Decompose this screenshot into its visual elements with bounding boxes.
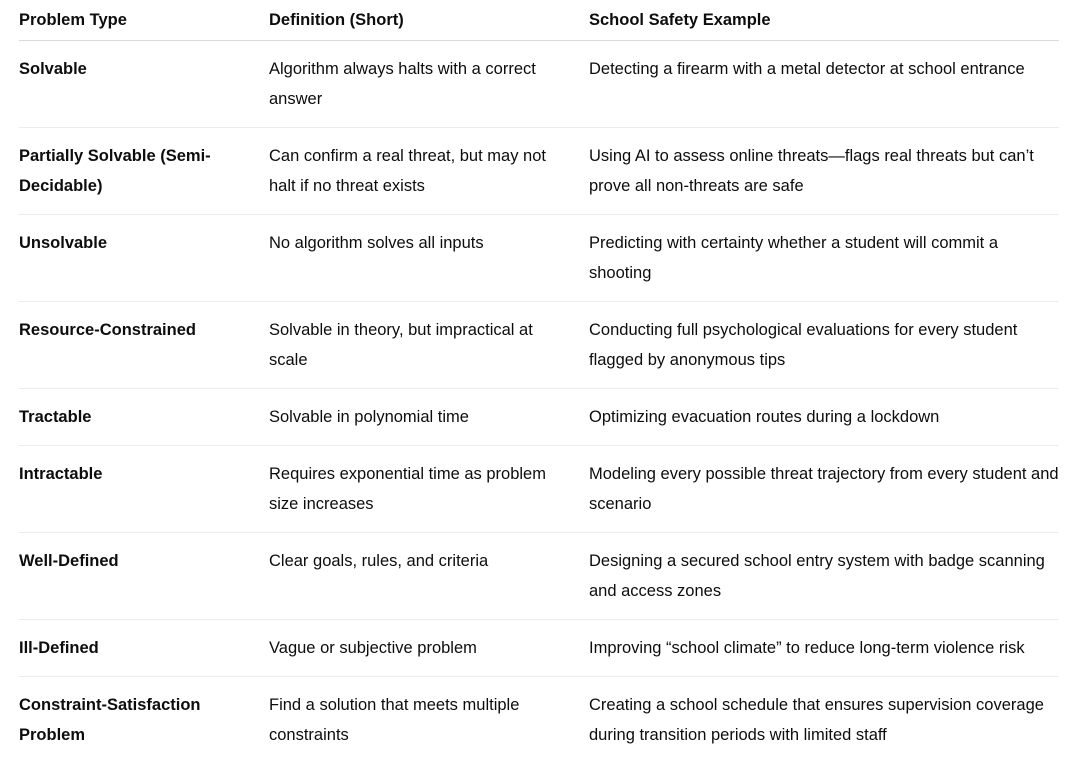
definition-cell: Solvable in theory, but impractical at scale	[269, 302, 589, 389]
definition-cell: Solvable in polynomial time	[269, 389, 589, 446]
problem-types-table	[19, 0, 1059, 763]
table-row	[19, 215, 1059, 302]
problem-type-cell: Partially Solvable (Semi-Decidable)	[19, 128, 269, 215]
example-cell: Designing a secured school entry system with badge scanning and access zones	[589, 533, 1059, 620]
table-row	[19, 620, 1059, 677]
table-row	[19, 677, 1059, 764]
problem-type-cell: Constraint-Satisfaction Problem	[19, 696, 201, 744]
problem-type-cell: Intractable	[19, 446, 269, 533]
example-cell: Modeling every possible threat trajectory from every student and scenario	[589, 446, 1059, 533]
table-row	[19, 533, 1059, 620]
table-row	[19, 389, 1059, 446]
problem-type-cell: Tractable	[19, 389, 269, 446]
example-cell: Using AI to assess online threats—flags real threats but can’t prove all non-threats are safe	[589, 128, 1059, 215]
definition-cell: Find a solution that meets multiple constraints	[269, 696, 520, 744]
header-problem-type: Problem Type	[19, 0, 269, 41]
example-cell: Optimizing evacuation routes during a lockdown	[589, 389, 1059, 446]
problem-type-cell: Unsolvable	[19, 215, 269, 302]
problem-type-cell: Ill-Defined	[19, 620, 269, 677]
example-cell: Creating a school schedule that ensures supervision coverage during transition periods with limited staff	[589, 696, 1044, 744]
problem-types-table-container	[19, 0, 1059, 763]
header-definition: Definition (Short)	[269, 0, 589, 41]
header-school-safety-example: School Safety Example	[589, 0, 1059, 41]
table-row	[19, 446, 1059, 533]
definition-cell: Requires exponential time as problem size increases	[269, 446, 589, 533]
problem-type-cell: Resource-Constrained	[19, 302, 269, 389]
example-cell: Conducting full psychological evaluations for every student flagged by anonymous tips	[589, 302, 1059, 389]
example-cell: Detecting a firearm with a metal detector at school entrance	[589, 41, 1059, 128]
example-cell: Improving “school climate” to reduce long-term violence risk	[589, 620, 1059, 677]
example-cell: Predicting with certainty whether a student will commit a shooting	[589, 215, 1059, 302]
definition-cell: No algorithm solves all inputs	[269, 215, 589, 302]
table-row	[19, 302, 1059, 389]
table-row	[19, 128, 1059, 215]
problem-type-cell: Solvable	[19, 41, 269, 128]
definition-cell: Algorithm always halts with a correct answer	[269, 41, 589, 128]
definition-cell: Can confirm a real threat, but may not halt if no threat exists	[269, 128, 589, 215]
definition-cell: Vague or subjective problem	[269, 620, 589, 677]
problem-type-cell: Well-Defined	[19, 533, 269, 620]
table-header-row	[19, 0, 1059, 41]
table-row	[19, 41, 1059, 128]
definition-cell: Clear goals, rules, and criteria	[269, 533, 589, 620]
